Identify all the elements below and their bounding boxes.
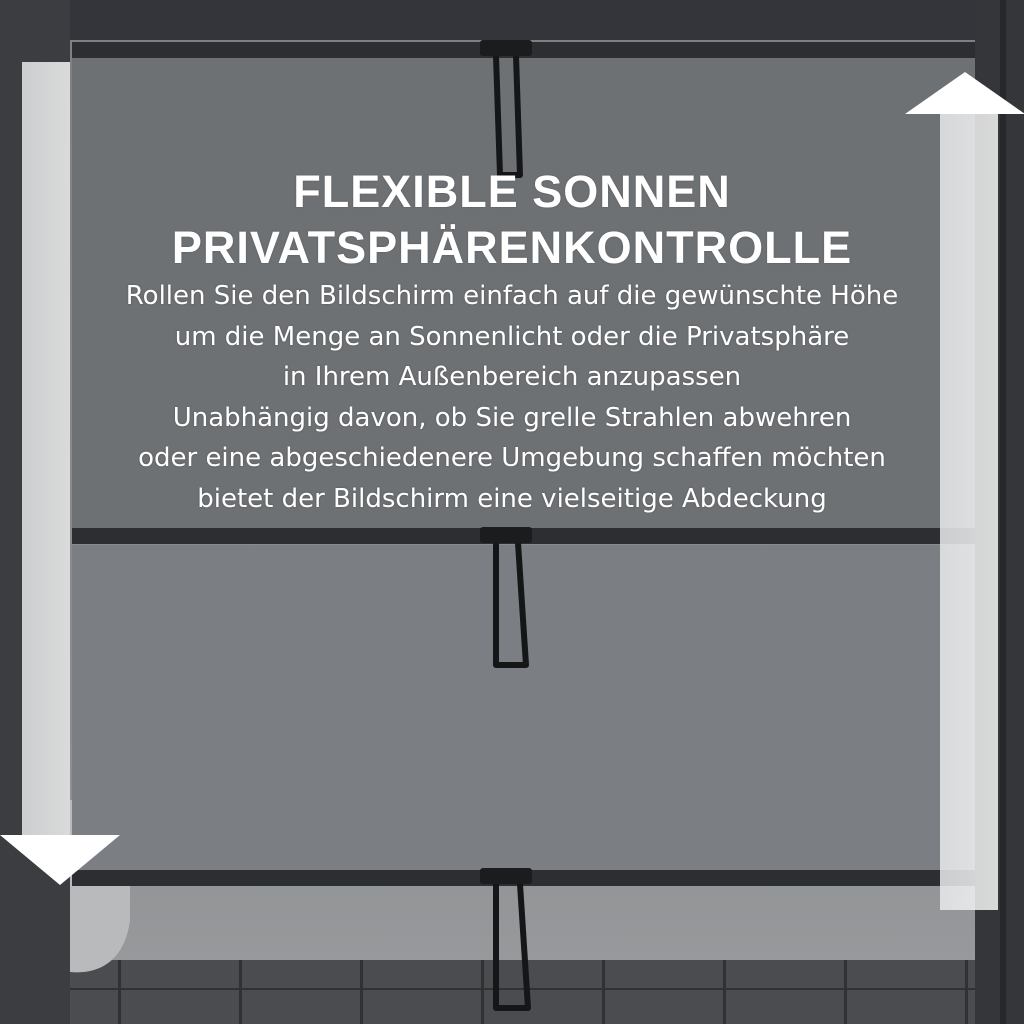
screen-handle-top <box>480 40 532 56</box>
feature-description <box>72 276 952 519</box>
description-line: oder eine abgeschiedenere Umgebung schaffen möchten <box>138 443 886 473</box>
screen-handle-middle <box>480 527 532 543</box>
arrow-up-icon <box>905 72 1024 114</box>
screen-panel-lower <box>72 545 975 870</box>
highlight-bar-left <box>22 62 70 842</box>
feature-title <box>72 164 952 276</box>
floor-tiles <box>0 960 1024 1024</box>
description-line: Unabhängig davon, ob Sie grelle Strahlen abwehren <box>172 402 852 433</box>
frame-right-inner <box>1000 0 1006 1024</box>
screen-handle-bottom <box>480 868 532 884</box>
description-line: in Ihrem Außenbereich anzupassen <box>282 362 742 392</box>
title-line: PRIVATSPHÄRENKONTROLLE <box>171 222 853 273</box>
arrow-down-icon <box>0 835 120 885</box>
title-line: FLEXIBLE SONNEN <box>293 166 731 217</box>
description-line: um die Menge an Sonnenlicht oder die Privatsphäre <box>174 321 850 352</box>
feature-text-overlay <box>72 150 952 519</box>
description-line: Rollen Sie den Bildschirm einfach auf die gewünschte Höhe <box>125 281 899 311</box>
frame-top <box>0 0 1024 40</box>
description-line: bietet der Bildschirm eine vielseitige Abdeckung <box>197 483 827 514</box>
